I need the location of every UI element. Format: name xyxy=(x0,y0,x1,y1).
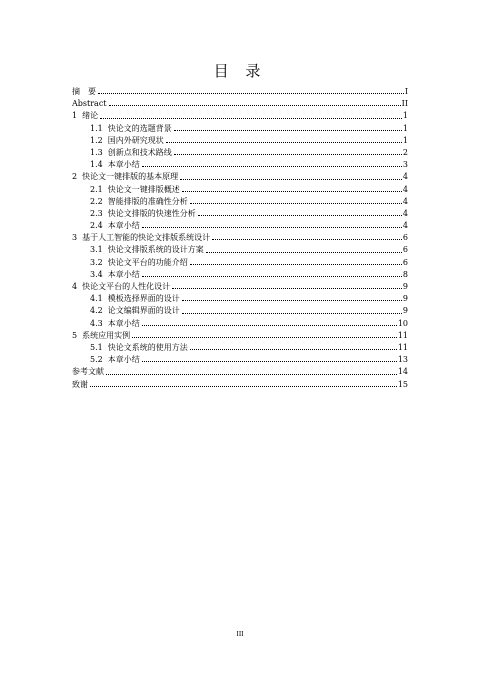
toc-entry-number: 3.1 xyxy=(90,245,103,255)
toc-entry-number: 5 xyxy=(72,330,78,340)
toc-entry-number: 2.2 xyxy=(90,196,103,206)
toc-entry-page: 3 xyxy=(402,160,408,170)
toc-dot-leader xyxy=(182,300,402,301)
toc-dot-leader xyxy=(106,374,397,375)
toc-entry[interactable] xyxy=(72,220,408,232)
toc-dot-leader xyxy=(198,215,402,216)
toc-entry[interactable] xyxy=(72,110,408,122)
toc-dot-leader xyxy=(109,105,401,106)
toc-entry-page: 13 xyxy=(397,355,408,365)
toc-dot-leader xyxy=(190,264,402,265)
toc-entry-title: 摘 要 xyxy=(72,87,96,96)
toc-entry-page: 2 xyxy=(402,147,408,157)
toc-dot-leader xyxy=(142,325,397,326)
toc-entry[interactable] xyxy=(72,98,408,110)
toc-entry-number: 5.1 xyxy=(90,342,103,352)
toc-entry-page: 4 xyxy=(402,172,408,182)
toc-entry[interactable] xyxy=(72,159,408,171)
toc-entry-title: 快论文一键排版概述 xyxy=(107,184,180,194)
toc-dot-leader xyxy=(212,239,402,240)
toc-entry-number: 3 xyxy=(72,233,78,243)
toc-entry[interactable] xyxy=(72,293,408,305)
toc-dot-leader xyxy=(190,203,402,204)
toc-entry-title: 快论文一键排版的基本原理 xyxy=(82,172,179,182)
toc-entry-title: 本章小结 xyxy=(107,221,140,231)
toc-entry-page: 9 xyxy=(402,294,408,304)
toc-entry-page: II xyxy=(401,99,408,109)
toc-entry-number: 4.1 xyxy=(90,294,103,304)
page-title: 目 录 xyxy=(213,62,267,80)
toc-entry-number: 2.3 xyxy=(90,208,103,218)
toc-entry-title: 国内外研究现状 xyxy=(107,135,164,145)
toc-entry[interactable] xyxy=(72,244,408,256)
toc-entry[interactable] xyxy=(72,184,408,196)
toc-entry-title: 智能排版的准确性分析 xyxy=(107,196,188,206)
toc-entry-page: 6 xyxy=(402,257,408,267)
toc-entry-title: 本章小结 xyxy=(107,318,140,328)
toc-entry-page: 8 xyxy=(402,269,408,279)
toc-entry-number: 1.2 xyxy=(90,135,103,145)
toc-entry-number: 1.4 xyxy=(90,160,103,170)
toc-dot-leader xyxy=(90,386,397,387)
toc-dot-leader xyxy=(142,361,397,362)
toc-entry[interactable] xyxy=(72,281,408,293)
toc-entry[interactable] xyxy=(72,305,408,317)
toc-entry-page: 4 xyxy=(402,196,408,206)
toc-entry-title: 模板选择界面的设计 xyxy=(107,294,180,304)
toc-dot-leader xyxy=(174,130,402,131)
toc-entry-number: 2.4 xyxy=(90,221,103,231)
toc-entry-page: 4 xyxy=(402,221,408,231)
toc-entry-title: 本章小结 xyxy=(107,269,140,279)
toc-dot-leader xyxy=(166,142,402,143)
toc-dot-leader xyxy=(98,93,404,94)
toc-entry-number: 2.1 xyxy=(90,184,103,194)
toc-entry-title: 系统应用实例 xyxy=(82,330,131,340)
toc-entry-number: 4.3 xyxy=(90,318,103,328)
toc-entry[interactable] xyxy=(72,147,408,159)
toc-entry-page: 9 xyxy=(402,306,408,316)
toc-entry-page: I xyxy=(404,87,408,96)
toc-entry-page: 14 xyxy=(397,367,408,377)
toc-entry-page: 6 xyxy=(402,233,408,243)
toc-entry-title: 基于人工智能的快论文排版系统设计 xyxy=(82,233,211,243)
toc-dot-leader xyxy=(206,252,402,253)
toc-entry[interactable] xyxy=(72,86,408,98)
toc-entry-number: 4.2 xyxy=(90,306,103,316)
toc-entry[interactable] xyxy=(72,366,408,378)
toc-entry[interactable] xyxy=(72,269,408,281)
toc-entry-number: 1 xyxy=(72,111,78,121)
toc-entry-title: 快论文平台的功能介绍 xyxy=(107,257,188,267)
toc-entry-page: 11 xyxy=(397,330,408,340)
toc-entry-title: 快论文排版的快速性分析 xyxy=(107,208,196,218)
toc-entry-number: 3.4 xyxy=(90,269,103,279)
toc-entry-title: 论文编辑界面的设计 xyxy=(107,306,180,316)
toc-dot-leader xyxy=(182,313,402,314)
toc-entry-title: 致谢 xyxy=(72,379,88,389)
toc-entry-title: Abstract xyxy=(72,99,107,109)
toc-entry-page: 10 xyxy=(397,318,408,328)
toc-entry[interactable] xyxy=(72,354,408,366)
toc-entry[interactable] xyxy=(72,379,408,391)
toc-entry-number: 2 xyxy=(72,172,78,182)
toc-entry-page: 4 xyxy=(402,184,408,194)
toc-entry[interactable] xyxy=(72,208,408,220)
toc-entry-page: 9 xyxy=(402,282,408,291)
toc-entry-number: 4 xyxy=(72,282,78,291)
toc-entry-number: 3.2 xyxy=(90,257,103,267)
toc-entry[interactable] xyxy=(72,232,408,244)
toc-dot-leader xyxy=(182,191,402,192)
toc-dot-leader xyxy=(174,154,402,155)
toc-entry-page: 1 xyxy=(402,135,408,145)
table-of-contents xyxy=(72,86,408,391)
toc-entry[interactable] xyxy=(72,135,408,147)
toc-entry-title: 参考文献 xyxy=(72,367,104,377)
toc-dot-leader xyxy=(142,227,402,228)
toc-entry-title: 本章小结 xyxy=(107,160,140,170)
toc-dot-leader xyxy=(180,179,402,180)
toc-entry-title: 快论文系统的使用方法 xyxy=(107,342,188,352)
toc-entry-title: 快论文排版系统的设计方案 xyxy=(107,245,204,255)
toc-entry-page: 1 xyxy=(402,123,408,133)
toc-entry-page: 15 xyxy=(397,379,408,389)
toc-entry-title: 绪论 xyxy=(82,111,99,121)
toc-entry-title: 本章小结 xyxy=(107,355,140,365)
toc-entry-title: 创新点和技术路线 xyxy=(107,147,172,157)
toc-dot-leader xyxy=(132,337,397,338)
toc-entry-title: 快论文的选题背景 xyxy=(107,123,172,133)
toc-entry-page: 6 xyxy=(402,245,408,255)
toc-entry-page: 4 xyxy=(402,208,408,218)
toc-entry[interactable] xyxy=(72,123,408,135)
toc-dot-leader xyxy=(172,288,402,289)
toc-entry-number: 1.1 xyxy=(90,123,103,133)
toc-entry[interactable] xyxy=(72,257,408,269)
toc-entry[interactable] xyxy=(72,330,408,342)
toc-entry[interactable] xyxy=(72,196,408,208)
toc-entry-number: 5.2 xyxy=(90,355,103,365)
page-number: III xyxy=(236,630,244,638)
toc-entry-page: 1 xyxy=(402,111,408,121)
toc-dot-leader xyxy=(100,118,402,119)
toc-entry[interactable] xyxy=(72,318,408,330)
toc-dot-leader xyxy=(142,166,402,167)
toc-dot-leader xyxy=(190,349,397,350)
toc-entry-page: 11 xyxy=(397,342,408,352)
toc-entry[interactable] xyxy=(72,171,408,183)
toc-entry[interactable] xyxy=(72,342,408,354)
toc-entry-number: 1.3 xyxy=(90,147,103,157)
toc-entry-title: 快论文平台的人性化设计 xyxy=(82,282,171,291)
toc-dot-leader xyxy=(142,276,402,277)
